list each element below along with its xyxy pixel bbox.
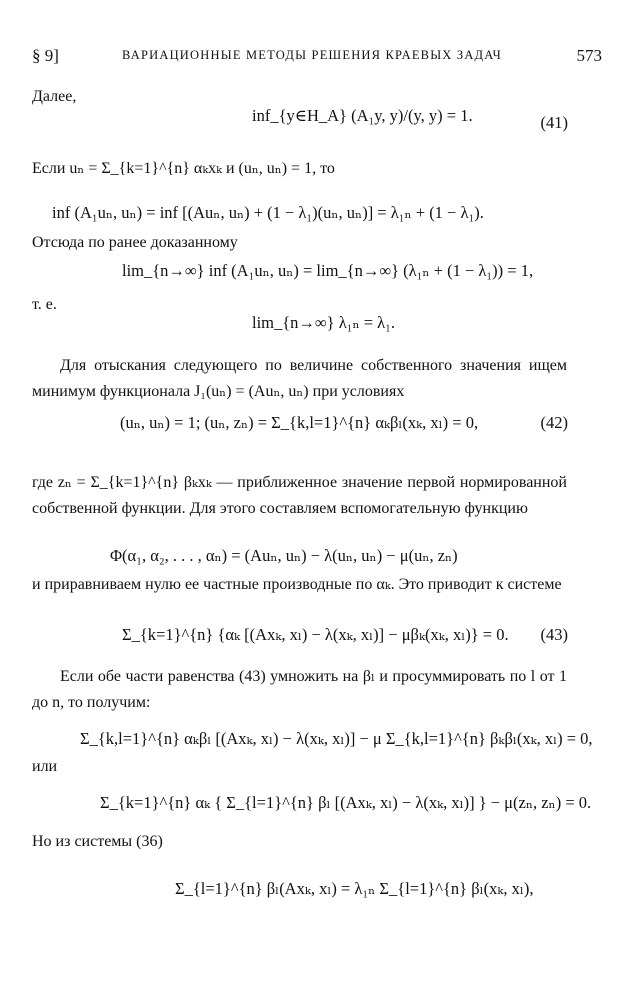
equation-sum-1: Σ_{k,l=1}^{n} αₖβₗ [(Axₖ, xₗ) − λ(xₖ, xₗ)] − μ Σ_{k,l=1}^{n} βₖβₗ(xₖ, xₗ) = 0, <box>80 729 593 748</box>
equation-lim-1: lim_{n→∞} inf (A₁uₙ, uₙ) = lim_{n→∞} (λ₁ₙ + (1 − λ₁)) = 1, <box>122 261 534 280</box>
equation-phi: Φ(α₁, α₂, . . . , αₙ) = (Auₙ, uₙ) − λ(uₙ, uₙ) − μ(uₙ, zₙ) <box>110 546 458 565</box>
paragraph-4: Если обе части равенства (43) умножить на βₗ и просуммировать по l от 1 до n, то получим: <box>32 668 567 711</box>
equation-lim-2: lim_{n→∞} λ₁ₙ = λ₁. <box>252 313 396 332</box>
text-no: Но из системы (36) <box>32 833 163 850</box>
equation-41: inf_{y∈H_A} (A₁y, y)/(y, y) = 1. <box>252 106 473 125</box>
equation-inf: inf (A₁uₙ, uₙ) = inf [(Auₙ, uₙ) + (1 − λ₁)(uₙ, uₙ)] = λ₁ₙ + (1 − λ₁). <box>52 203 484 222</box>
equation-number-41: (41) <box>540 113 568 132</box>
section-mark: § 9] <box>32 46 59 65</box>
equation-number-43: (43) <box>540 625 568 644</box>
paragraph-2: где zₙ = Σ_{k=1}^{n} βₖxₖ — приближенное значение первой нормированной собственной функции. Для этого составляем вспомогательную функцию <box>32 474 567 517</box>
running-title: ВАРИАЦИОННЫЕ МЕТОДЫ РЕШЕНИЯ КРАЕВЫХ ЗАДАЧ <box>122 48 502 62</box>
equation-number-42: (42) <box>540 413 568 432</box>
text-ili: или <box>32 758 58 775</box>
equation-last: Σ_{l=1}^{n} βₗ(Axₖ, xₗ) = λ₁ₙ Σ_{l=1}^{n} βₗ(xₖ, xₗ), <box>175 879 534 898</box>
text-otsyuda: Отсюда по ранее доказанному <box>32 234 238 251</box>
text-dalee: Далее, <box>32 88 77 105</box>
paragraph-3: и приравниваем нулю ее частные производные по αₖ. Это приводит к системе <box>32 576 562 593</box>
equation-43: Σ_{k=1}^{n} {αₖ [(Axₖ, xₗ) − λ(xₖ, xₗ)] − μβₖ(xₖ, xₗ)} = 0. <box>122 625 509 644</box>
equation-42: (uₙ, uₙ) = 1; (uₙ, zₙ) = Σ_{k,l=1}^{n} αₖβₗ(xₖ, xₗ) = 0, <box>120 413 479 432</box>
equation-sum-2: Σ_{k=1}^{n} αₖ { Σ_{l=1}^{n} βₗ [(Axₖ, xₗ) − λ(xₖ, xₗ)] } − μ(zₙ, zₙ) = 0. <box>100 793 592 812</box>
text-esli: Если uₙ = Σ_{k=1}^{n} αₖxₖ и (uₙ, uₙ) = 1, то <box>32 160 335 177</box>
page-number: 573 <box>576 46 602 65</box>
paragraph-1: Для отыскания следующего по величине собственного значения ищем минимум функционала J₁(uₙ) = (Auₙ, uₙ) при условиях <box>32 357 567 400</box>
text-te: т. е. <box>32 296 57 313</box>
